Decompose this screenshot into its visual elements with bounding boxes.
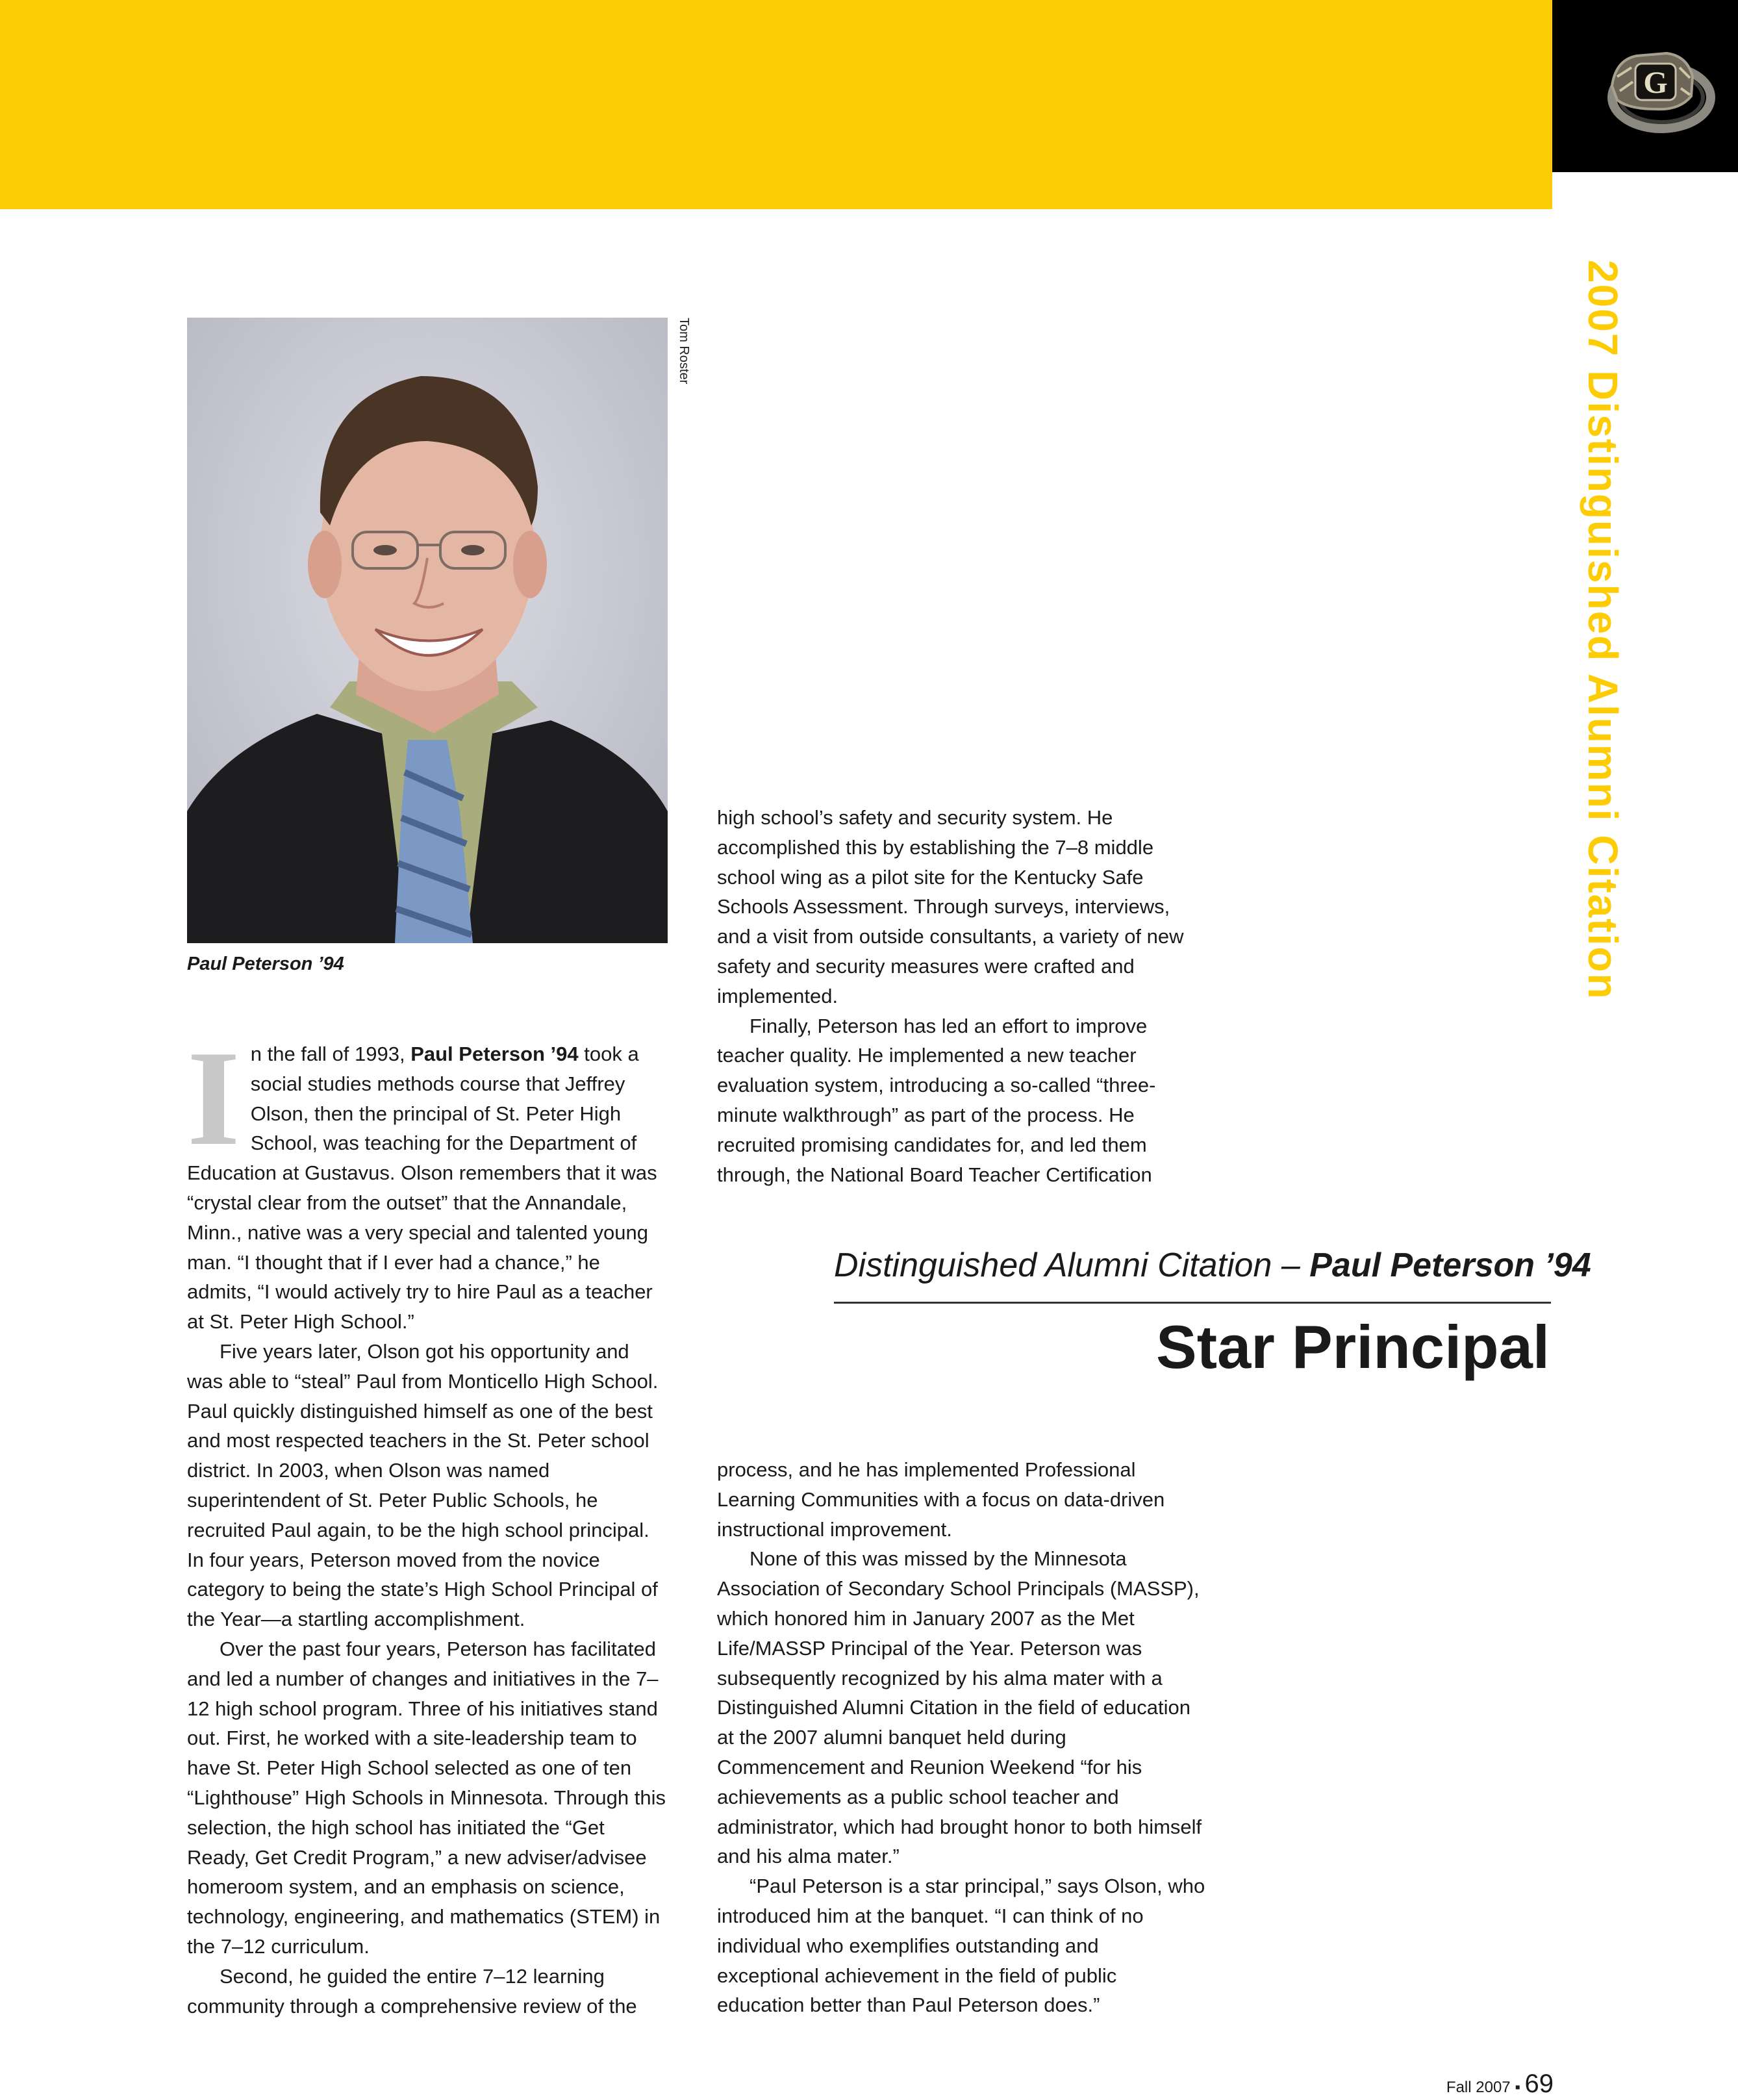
section-title-vertical: 2007 Distinguished Alumni Citation xyxy=(1580,260,1626,1000)
photo-caption: Paul Peterson ’94 xyxy=(187,954,344,974)
paragraph: “Paul Peterson is a star principal,” says Olson, who introduced him at the banquet. “I can think of no individual who exemplifies outstanding and exceptional achievement in the field of public education better than Paul Peterson does.” xyxy=(717,1875,1205,2017)
page-number: 69 xyxy=(1524,2069,1554,2098)
subtitle-prefix: Distinguished Alumni Citation – xyxy=(834,1246,1300,1284)
paragraph-text: took a social studies methods course that Jeffrey Olson, then the principal of St. Peter High School, was teaching for the Department of Education at Gustavus. Olson remembers that it was “crystal clear from the outset” that the Annandale, Minn., native was a very special and talented young man. “I thought that if I ever had a chance,” he admits, “I would actively try to hire Paul as a teacher at St. Peter High School.” xyxy=(187,1043,657,1334)
subtitle-name: Paul Peterson ’94 xyxy=(1309,1246,1591,1284)
paragraph: high school’s safety and security system. He accomplished this by establishing the 7–8 middle school wing as a pilot site for the Kentucky Safe Schools Assessment. Through surveys, interviews, and a visit from outside consultants, a variety of new safety and security measures were crafted and implemented. xyxy=(717,806,1184,1007)
header-band xyxy=(0,0,1552,209)
paragraph-lead: n the fall of 1993, xyxy=(250,1043,405,1065)
alumnus-name: Paul Peterson ’94 xyxy=(410,1043,579,1065)
article-subtitle xyxy=(834,1246,1591,1285)
paragraph: process, and he has implemented Professional Learning Communities with a focus on data-driven instructional improvement. xyxy=(717,1458,1165,1541)
paragraph: Finally, Peterson has led an effort to improve teacher quality. He implemented a new teacher evaluation system, introducing a so-called “three-minute walkthrough” as part of the process. He recruited promising candidates for, and led them through, the National Board Teacher Certification xyxy=(717,1014,1156,1186)
article-column-1 xyxy=(187,1023,668,2021)
portrait-photo xyxy=(187,318,668,943)
paragraph: None of this was missed by the Minnesota Association of Secondary School Principals (MASSP), which honored him in January 2007 as the Met Life/MASSP Principal of the Year. Peterson was subsequently recognized by his alma mater with a Distinguished Alumni Citation in the field of education at the 2007 alumni banquet held during Commencement and Reunion Weekend “for his achievements as a public school teacher and administrator, which had brought honor to both himself and his alma mater.” xyxy=(717,1547,1202,1868)
issue-label: Fall 2007 xyxy=(1446,2079,1511,2096)
article-column-2-bottom xyxy=(717,1455,1205,2020)
footer-bullet: ▪ xyxy=(1515,2079,1520,2096)
paragraph: Five years later, Olson got his opportunity and was able to “steal” Paul from Monticello High School. Paul quickly distinguished himself as one of the best and most respected teachers in the St. Peter school district. In 2003, when Olson was named superintendent of St. Peter Public Schools, he recruited Paul again, to be the high school principal. In four years, Peterson moved from the novice category to being the state’s High School Principal of the Year—a startling accomplishment. xyxy=(187,1339,659,1631)
photo-credit: Tom Roster xyxy=(677,318,691,385)
article-headline: Star Principal xyxy=(1156,1313,1550,1381)
class-ring-logo xyxy=(1552,0,1738,172)
drop-cap: I xyxy=(187,1023,240,1174)
svg-text:G: G xyxy=(1643,66,1668,100)
article-column-2-top xyxy=(717,803,1205,1189)
paragraph: Over the past four years, Peterson has facilitated and led a number of changes and initiatives in the 7–12 high school program. Three of his initiatives stand out. First, he worked with a site-leadership team to have St. Peter High School selected as one of ten “Lighthouse” High Schools in Minnesota. Through this selection, the high school has initiated the “Get Ready, Get Credit Program,” a new adviser/advisee homeroom system, and an emphasis on science, technology, engineering, and mathematics (STEM) in the 7–12 curriculum. xyxy=(187,1637,666,1958)
page-footer xyxy=(1446,2069,1554,2099)
title-divider xyxy=(834,1302,1551,1304)
paragraph xyxy=(187,1023,668,1337)
paragraph: Second, he guided the entire 7–12 learning community through a comprehensive review of the xyxy=(187,1964,637,2018)
